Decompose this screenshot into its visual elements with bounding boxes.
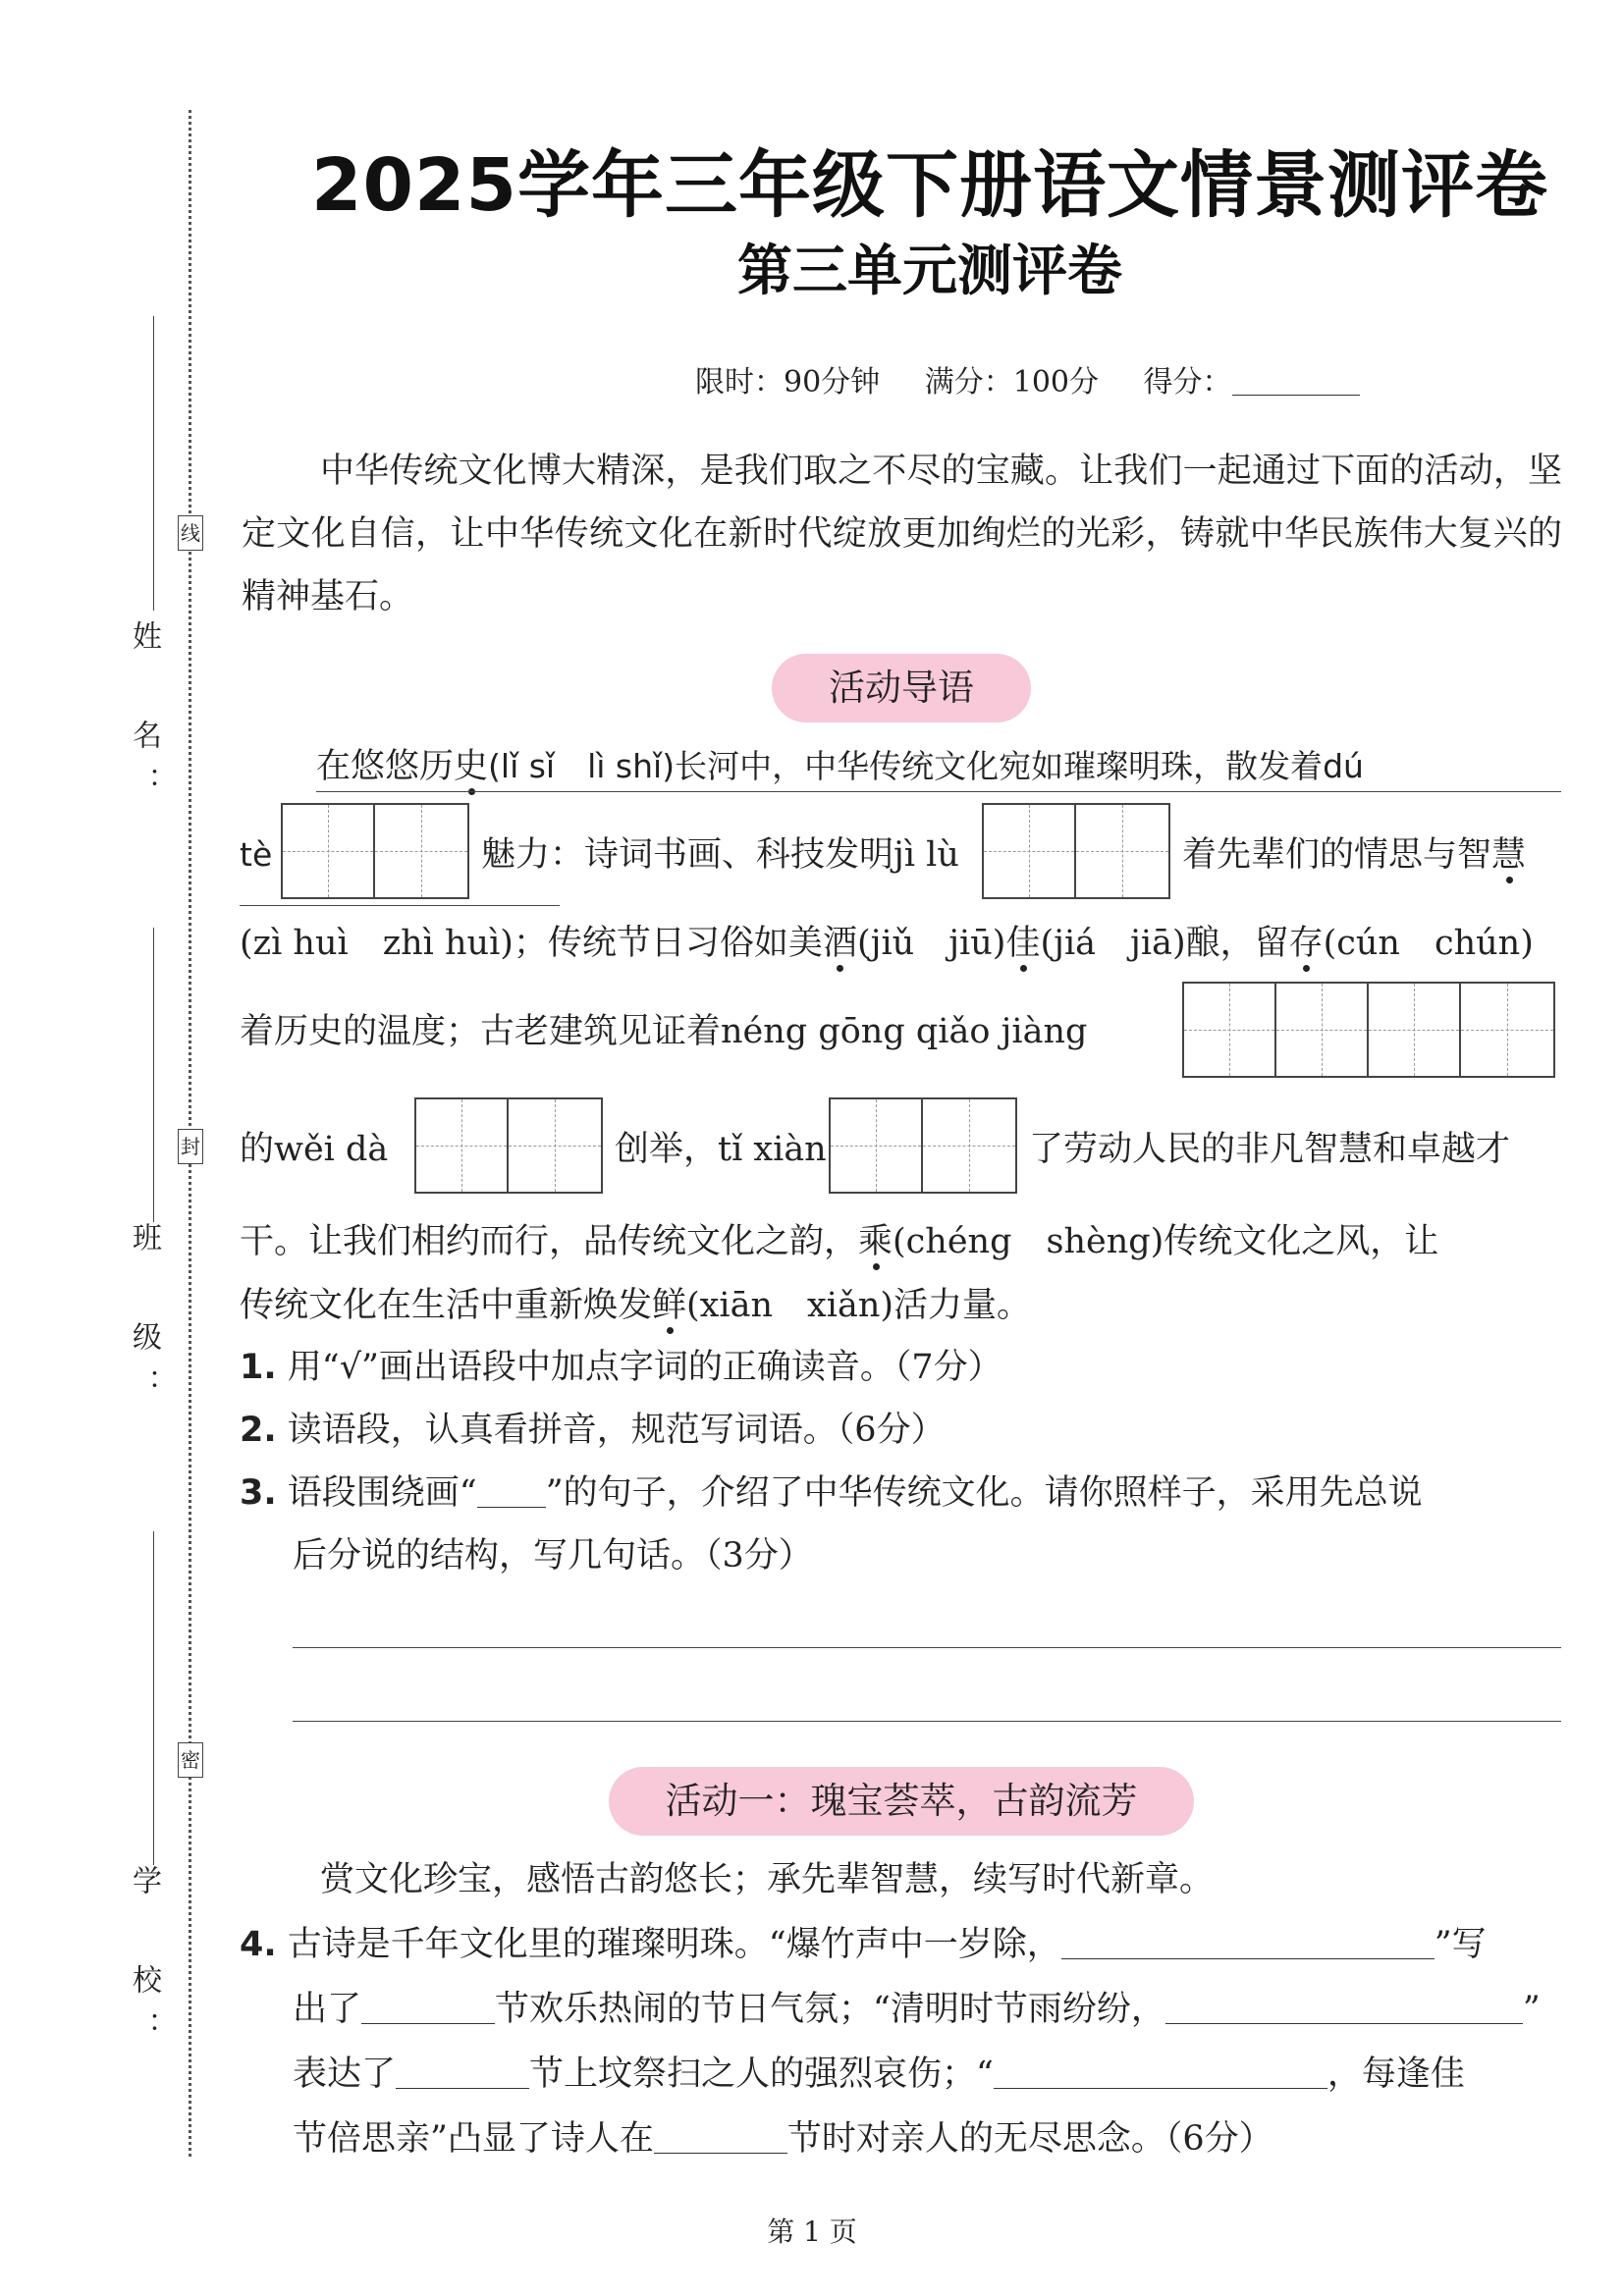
guide-line-7: 传统文化在生活中重新焕发鲜(xiān xiǎn)活力量。 <box>240 1286 1032 1325</box>
page-number: 第 1 页 <box>767 2216 857 2248</box>
intro-paragraph: 中华传统文化博大精深，是我们取之不尽的宝藏。让我们一起通过下面的活动，坚定文化自信，让中华传统文化在新时代绽放更加绚烂的光彩，铸就中华民族伟大复兴的精神基石。 <box>242 452 1562 616</box>
answer-grid-dute[interactable] <box>281 803 469 899</box>
question-1: 1. 用“√”画出语段中加点字词的正确读音。（7分） <box>240 1348 1002 1387</box>
guide-line-2c: 着先辈们的情思与智慧 <box>1182 835 1527 875</box>
school-label: 学 校： <box>127 1865 161 2058</box>
score-label: 得分： <box>1143 365 1232 400</box>
answer-grid-weida[interactable] <box>414 1097 603 1194</box>
name-label: 姓 名： <box>127 620 161 814</box>
guide-line-5c: 了劳动人民的非凡智慧和卓越才 <box>1029 1130 1511 1169</box>
question-4-line-3: 表达了 节上坟祭扫之人的强烈哀伤；“ ，每逢佳 <box>293 2055 1465 2094</box>
section-one-pill: 活动一：瑰宝荟萃，古韵流芳 <box>609 1767 1194 1836</box>
class-underline <box>153 928 154 1222</box>
answer-grid-tixian[interactable] <box>829 1097 1017 1194</box>
guide-line-1: 在悠悠历史(lǐ sǐ lì shǐ)长河中，中华传统文化宛如璀璨明珠，散发着dú <box>316 747 1364 786</box>
school-underline <box>153 1531 154 1865</box>
seal-line: 线 <box>178 515 203 551</box>
time-limit: 限时：90分钟 <box>695 365 881 400</box>
guide-line-5a: 的wěi dà <box>240 1130 389 1169</box>
guide-underline-2 <box>240 905 560 906</box>
class-label: 班 级： <box>127 1222 161 1415</box>
exam-meta <box>695 357 1360 400</box>
page-title: 2025学年三年级下册语文情景测评卷 <box>311 143 1548 228</box>
guide-line-6: 干。让我们相约而行，品传统文化之韵，乘(chéng shèng)传统文化之风，让 <box>240 1222 1439 1261</box>
answer-line-1[interactable] <box>293 1647 1561 1648</box>
seal-secret: 密 <box>178 1742 203 1778</box>
answer-line-2[interactable] <box>293 1721 1561 1722</box>
question-3: 3. 语段围绕画“ ”的句子，介绍了中华传统文化。请你照样子，采用先总说 <box>240 1473 1423 1513</box>
guide-line-5b: 创举，tǐ xiàn <box>615 1130 827 1169</box>
guide-line-2b: 魅力：诗词书画、科技发明jì lù <box>481 835 959 875</box>
answer-grid-jilu[interactable] <box>982 803 1170 899</box>
guide-underline-1 <box>316 791 1561 792</box>
question-2: 2. 读语段，认真看拼音，规范写词语。（6分） <box>240 1411 946 1450</box>
section-one-intro: 赏文化珍宝，感悟古韵悠长；承先辈智慧，续写时代新章。 <box>320 1860 1215 1899</box>
guide-line-2a: tè <box>240 835 273 874</box>
name-underline <box>153 316 154 611</box>
guide-line-3: (zì huì zhì huì)；传统节日习俗如美酒(jiǔ jiū)佳(jiá jiā)酿，留存(cún chún) <box>240 924 1534 963</box>
section-guide-pill: 活动导语 <box>772 654 1031 722</box>
question-4-line-2: 出了 节欢乐热闹的节日气氛；“清明时节雨纷纷， ” <box>293 1990 1541 2029</box>
score-blank[interactable] <box>1232 395 1360 396</box>
seal-seal: 封 <box>178 1129 203 1164</box>
full-score: 满分：100分 <box>924 365 1099 400</box>
question-4-line-4: 节倍思亲”凸显了诗人在 节时对亲人的无尽思念。（6分） <box>293 2119 1273 2159</box>
guide-line-4: 着历史的温度；古老建筑见证着néng gōng qiǎo jiàng <box>240 1012 1088 1051</box>
question-3-cont: 后分说的结构，写几句话。（3分） <box>293 1536 813 1575</box>
answer-grid-nenggongqiaojiang[interactable] <box>1182 982 1555 1078</box>
question-4-line-1: 4. 古诗是千年文化里的璀璨明珠。“爆竹声中一岁除， ”写 <box>240 1925 1487 1964</box>
page-subtitle: 第三单元测评卷 <box>737 240 1122 303</box>
